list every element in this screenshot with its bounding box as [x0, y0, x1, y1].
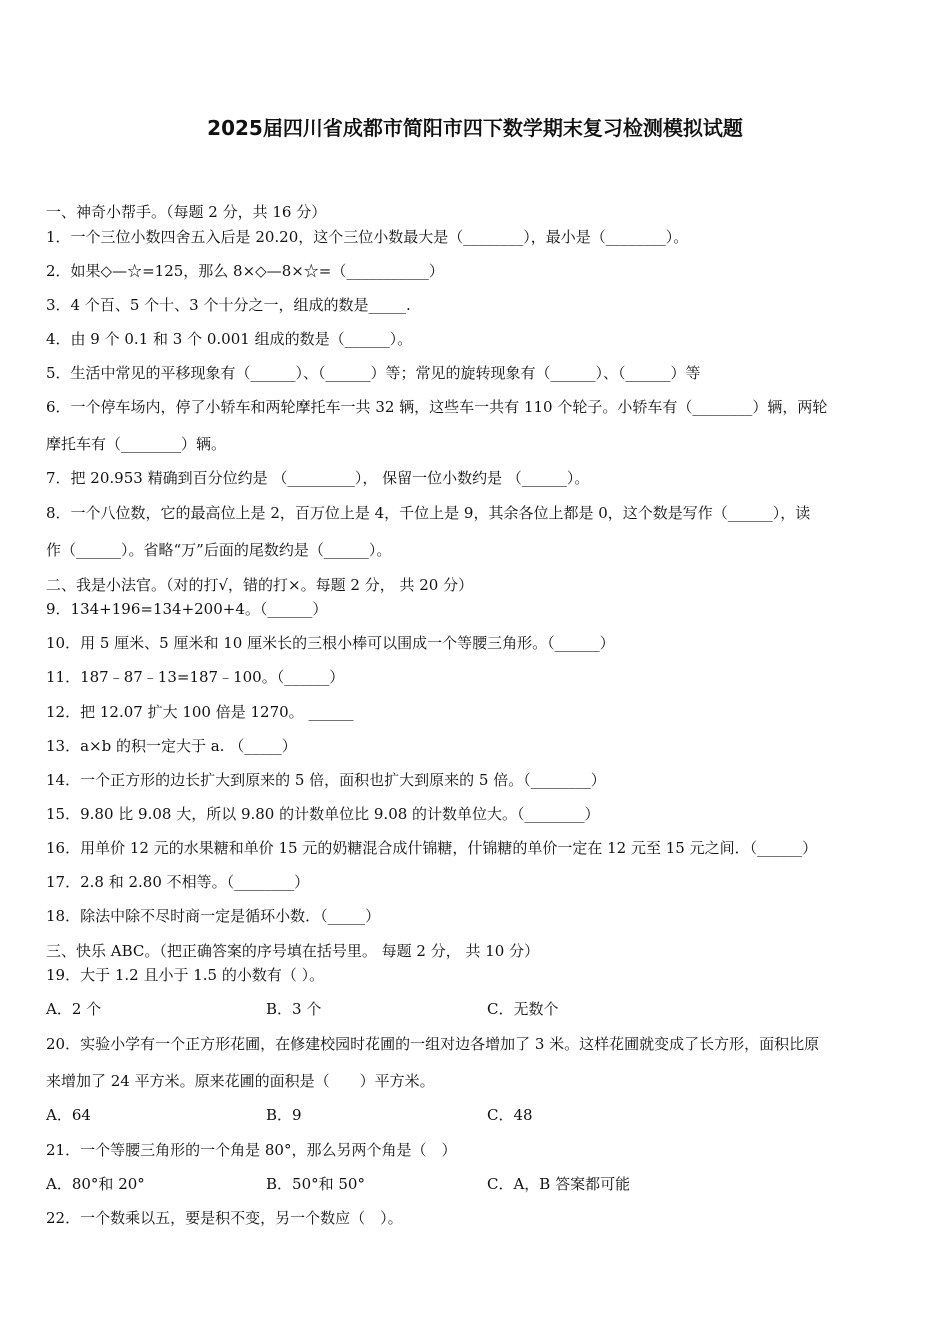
section-1-heading: 一、神奇小帮手。（每题 2 分，共 16 分）: [46, 203, 327, 221]
q20-option-c: C．48: [487, 1106, 533, 1124]
q21-option-c: C．A，B 答案都可能: [487, 1175, 631, 1193]
question-20-line-2: 来增加了 24 平方米。原来花圃的面积是（ ）平方米。: [46, 1072, 435, 1090]
question-22: 22．一个数乘以五，要是积不变，另一个数应（ ）。: [46, 1209, 403, 1227]
question-13: 13．a×b 的积一定大于 a. （_____）: [46, 737, 297, 755]
q19-option-a: A．2 个: [46, 1000, 102, 1018]
question-19: 19．大于 1.2 且小于 1.5 的小数有（ ）。: [46, 966, 325, 984]
question-20-line-1: 20．实验小学有一个正方形花圃，在修建校园时花圃的一组对边各增加了 3 米。这样花圃就变成了长方形，面积比原: [46, 1035, 820, 1053]
page-title: 2025届四川省成都市简阳市四下数学期末复习检测模拟试题: [207, 116, 743, 140]
question-3: 3．4 个百、5 个十、3 个十分之一，组成的数是_____.: [46, 296, 411, 314]
section-3-heading: 三、快乐 ABC。（把正确答案的序号填在括号里。 每题 2 分， 共 10 分）: [46, 942, 540, 960]
question-9: 9．134+196=134+200+4。（______）: [46, 600, 328, 618]
q20-option-a: A．64: [46, 1106, 91, 1124]
question-10: 10．用 5 厘米、5 厘米和 10 厘米长的三根小棒可以围成一个等腰三角形。（______）: [46, 634, 615, 652]
question-17: 17．2.8 和 2.80 不相等。（________）: [46, 873, 310, 891]
question-6-line-2: 摩托车有（________）辆。: [46, 435, 227, 453]
question-8-line-2: 作（______）。省略“万”后面的尾数约是（______）。: [46, 541, 392, 559]
question-5: 5．生活中常见的平移现象有（______）、（______）等；常见的旋转现象有（______）、（______）等: [46, 364, 701, 382]
question-2: 2．如果◇—☆=125，那么 8×◇—8×☆=（___________）: [46, 262, 444, 280]
question-11: 11．187﹣87﹣13=187﹣100。（______）: [46, 668, 345, 686]
q19-option-b: B．3 个: [266, 1000, 322, 1018]
question-18: 18．除法中除不尽时商一定是循环小数．（_____）: [46, 907, 381, 925]
question-21: 21．一个等腰三角形的一个角是 80°，那么另两个角是（ ）: [46, 1141, 457, 1159]
question-14: 14．一个正方形的边长扩大到原来的 5 倍，面积也扩大到原来的 5 倍。（________）: [46, 771, 606, 789]
question-15: 15．9.80 比 9.08 大，所以 9.80 的计数单位比 9.08 的计数单位大。（________）: [46, 805, 600, 823]
question-7: 7．把 20.953 精确到百分位约是 （_________）， 保留一位小数约是 （______）。: [46, 469, 590, 487]
q20-option-b: B．9: [266, 1106, 302, 1124]
question-4: 4．由 9 个 0.1 和 3 个 0.001 组成的数是（______）。: [46, 330, 413, 348]
question-8-line-1: 8．一个八位数，它的最高位上是 2，百万位上是 4，千位上是 9，其余各位上都是 0，这个数是写作（______），读: [46, 504, 811, 522]
question-6-line-1: 6．一个停车场内，停了小轿车和两轮摩托车一共 32 辆，这些车一共有 110 个轮子。小轿车有（________）辆，两轮: [46, 398, 828, 416]
section-2-heading: 二、我是小法官。（对的打√，错的打×。每题 2 分， 共 20 分）: [46, 576, 474, 594]
question-12: 12．把 12.07 扩大 100 倍是 1270。 ______: [46, 703, 354, 721]
question-16: 16．用单价 12 元的水果糖和单价 15 元的奶糖混合成什锦糖，什锦糖的单价一定在 12 元至 15 元之间．（______）: [46, 839, 818, 857]
q19-option-c: C．无数个: [487, 1000, 559, 1018]
question-1: 1．一个三位小数四舍五入后是 20.20，这个三位小数最大是（________），最小是（________）。: [46, 228, 689, 246]
q21-option-b: B．50°和 50°: [266, 1175, 365, 1193]
q21-option-a: A．80°和 20°: [46, 1175, 145, 1193]
